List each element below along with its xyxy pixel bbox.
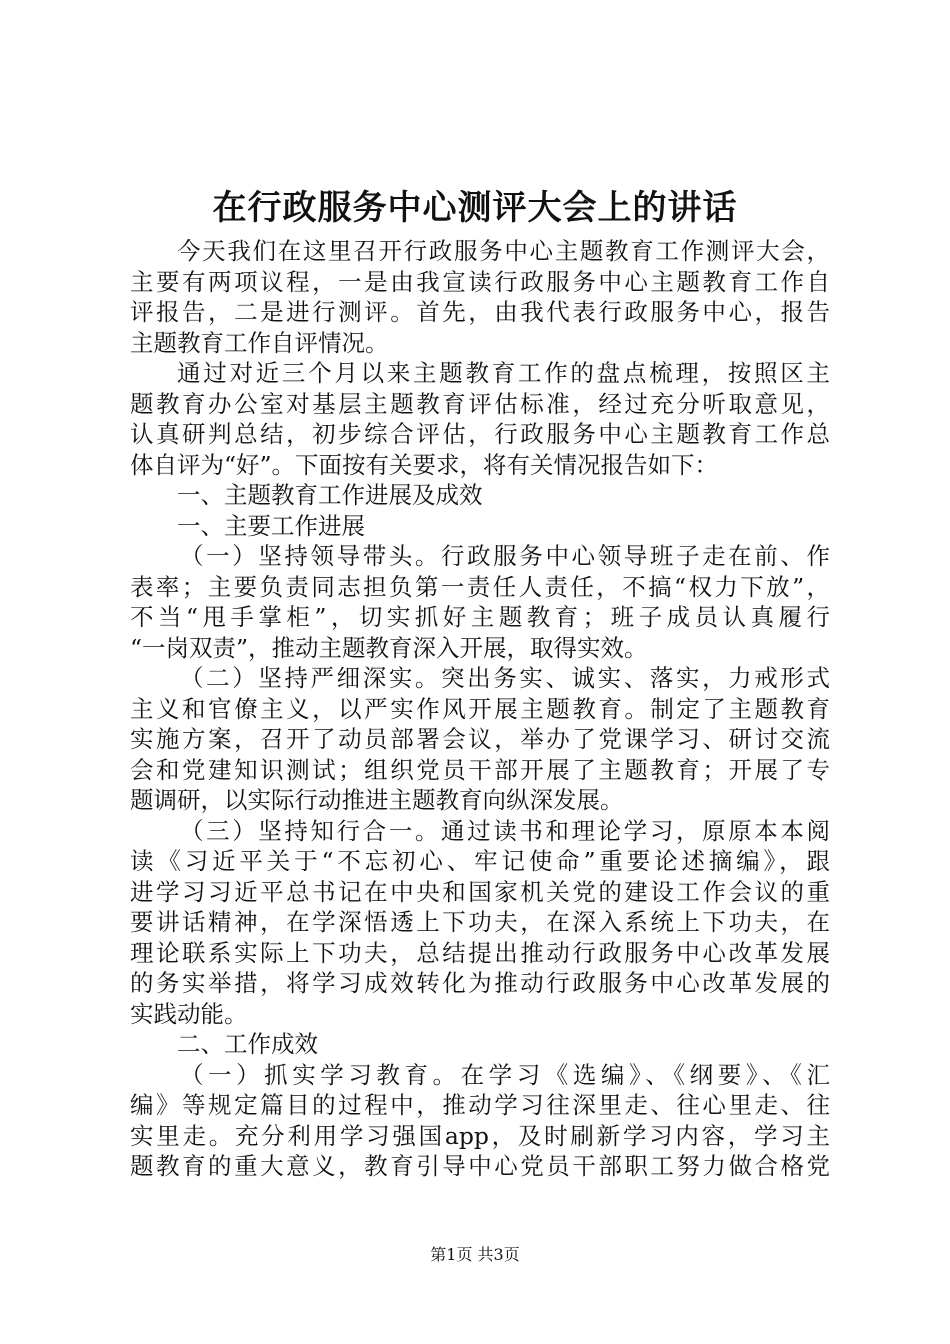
body-line: 要讲话精神，在学深悟透上下功夫，在深入系统上下功夫，在 xyxy=(130,908,830,936)
body-line: （一）抓实学习教育。在学习《选编》、《纲要》、《汇 xyxy=(180,1060,830,1089)
body-line: 题教育的重大意义，教育引导中心党员干部职工努力做合格党 xyxy=(130,1152,830,1180)
body-line: （三）坚持知行合一。通过读书和理论学习，原原本本阅 xyxy=(180,816,830,845)
body-line: （二）坚持严细深实。突出务实、诚实、落实，力戒形式 xyxy=(180,664,830,692)
body-line: 实里走。充分利用学习强国app，及时刷新学习内容，学习主 xyxy=(130,1121,830,1150)
body-line: 今天我们在这里召开行政服务中心主题教育工作测评大会， xyxy=(177,237,830,265)
body-line: 主题教育工作自评情况。 xyxy=(130,328,389,357)
body-line: 的务实举措，将学习成效转化为推动行政服务中心改革发展的 xyxy=(130,969,830,997)
body-line: 题教育办公室对基层主题教育评估标准，经过充分听取意见， xyxy=(130,389,830,418)
body-line: （一）坚持领导带头。行政服务中心领导班子走在前、作 xyxy=(180,542,830,570)
body-line: 表率；主要负责同志担负第一责任人责任，不搞“权力下放”， xyxy=(130,572,830,601)
body-line: 体自评为“好”。下面按有关要求，将有关情况报告如下： xyxy=(130,450,719,479)
body-line: 二、工作成效 xyxy=(177,1030,318,1058)
body-line: 主要有两项议程，一是由我宣读行政服务中心主题教育工作自 xyxy=(130,267,830,296)
document-title: 在行政服务中心测评大会上的讲话 xyxy=(212,188,738,228)
body-line: 读《习近平关于“不忘初心、牢记使命”重要论述摘编》，跟 xyxy=(130,847,830,875)
body-line: 通过对近三个月以来主题教育工作的盘点梳理，按照区主 xyxy=(177,359,830,387)
body-line: 题调研，以实际行动推进主题教育向纵深发展。 xyxy=(130,786,624,814)
body-line: 理论联系实际上下功夫，总结提出推动行政服务中心改革发展 xyxy=(130,938,830,967)
body-line: 认真研判总结，初步综合评估，行政服务中心主题教育工作总 xyxy=(130,420,830,448)
page-footer: 第1页 共3页 xyxy=(430,1245,520,1264)
body-line: 一、主要工作进展 xyxy=(177,511,365,540)
body-line: 进学习习近平总书记在中央和国家机关党的建设工作会议的重 xyxy=(130,877,830,906)
body-line: 实施方案，召开了动员部署会议，举办了党课学习、研讨交流 xyxy=(130,725,830,753)
body-line: 会和党建知识测试；组织党员干部开展了主题教育；开展了专 xyxy=(130,755,830,784)
body-line: 一、主题教育工作进展及成效 xyxy=(177,481,483,509)
body-line: 主义和官僚主义，以严实作风开展主题教育。制定了主题教育 xyxy=(130,694,830,723)
body-line: 实践动能。 xyxy=(130,999,248,1028)
body-line: 评报告，二是进行测评。首先，由我代表行政服务中心，报告 xyxy=(130,298,830,326)
document-body xyxy=(130,236,830,1182)
body-line: “一岗双责”，推动主题教育深入开展，取得实效。 xyxy=(130,633,648,662)
body-line: 不当“甩手掌柜”，切实抓好主题教育；班子成员认真履行 xyxy=(130,603,830,631)
body-line: 编》等规定篇目的过程中，推动学习往深里走、往心里走、往 xyxy=(130,1091,830,1119)
